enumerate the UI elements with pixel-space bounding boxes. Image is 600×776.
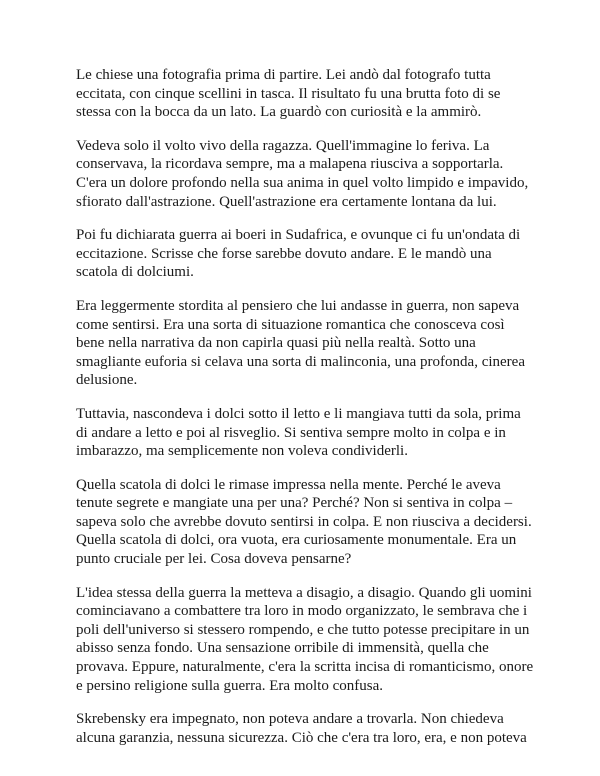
- paragraph-2: Vedeva solo il volto vivo della ragazza. Quell'immagine lo feriva. La conservava, la ricordava sempre, ma a malapena riusciva a sopportarla. C'era un dolore profondo nella sua anima in quel volto limpido e impavido, sfiorato dall'astrazione. Quell'astrazione era certamente lontana da lui.: [76, 137, 529, 210]
- body-text: [76, 66, 546, 762]
- paragraph-1: Le chiese una fotografia prima di partire. Lei andò dal fotografo tutta eccitata, con cinque scellini in tasca. Il risultato fu una brutta foto di se stessa con la bocca da un lato. La guardò con curiosità e la ammirò.: [76, 67, 501, 121]
- paragraph-7: L'idea stessa della guerra la metteva a disagio, a disagio. Quando gli uomini cominciavano a combattere tra loro in modo organizzato, le sembrava che i poli dell'universo si stessero rompendo, e che tutto potesse precipitare in un abisso senza fondo. Una sensazione orribile di immensità, quella che provava. Eppure, naturalmente, c'era la scritta incisa di romanticismo, onore e persino religione sulla guerra. Era molto confusa.: [76, 584, 534, 694]
- paragraph-8: Skrebensky era impegnato, non poteva andare a trovarla. Non chiedeva alcuna garanzia, nessuna sicurezza. Ciò che c'era tra loro, era, e non poteva: [76, 711, 527, 746]
- paragraph-6: Quella scatola di dolci le rimase impressa nella mente. Perché le aveva tenute segrete e mangiate una per una? Perché? Non si sentiva in colpa – sapeva solo che avrebbe dovuto sentirsi in colpa. E non riusciva a decidersi. Quella scatola di dolci, ora vuota, era curiosamente monumentale. Era un punto cruciale per lei. Cosa doveva pensarne?: [76, 476, 532, 568]
- paragraph-3: Poi fu dichiarata guerra ai boeri in Sudafrica, e ovunque ci fu un'ondata di eccitazione. Scrisse che forse sarebbe dovuto andare. E le mandò una scatola di dolciumi.: [76, 227, 521, 281]
- paragraph-4: Era leggermente stordita al pensiero che lui andasse in guerra, non sapeva come sentirsi. Era una sorta di situazione romantica che conosceva così bene nella narrativa da non capirla quasi più nella realtà. Sotto una smagliante euforia si celava una sorta di malinconia, una profonda, cinerea delusione.: [76, 297, 525, 389]
- paragraph-5: Tuttavia, nascondeva i dolci sotto il letto e li mangiava tutti da sola, prima di andare a letto e poi al risveglio. Si sentiva sempre molto in colpa e in imbarazzo, ma semplicemente non voleva condividerli.: [76, 405, 521, 460]
